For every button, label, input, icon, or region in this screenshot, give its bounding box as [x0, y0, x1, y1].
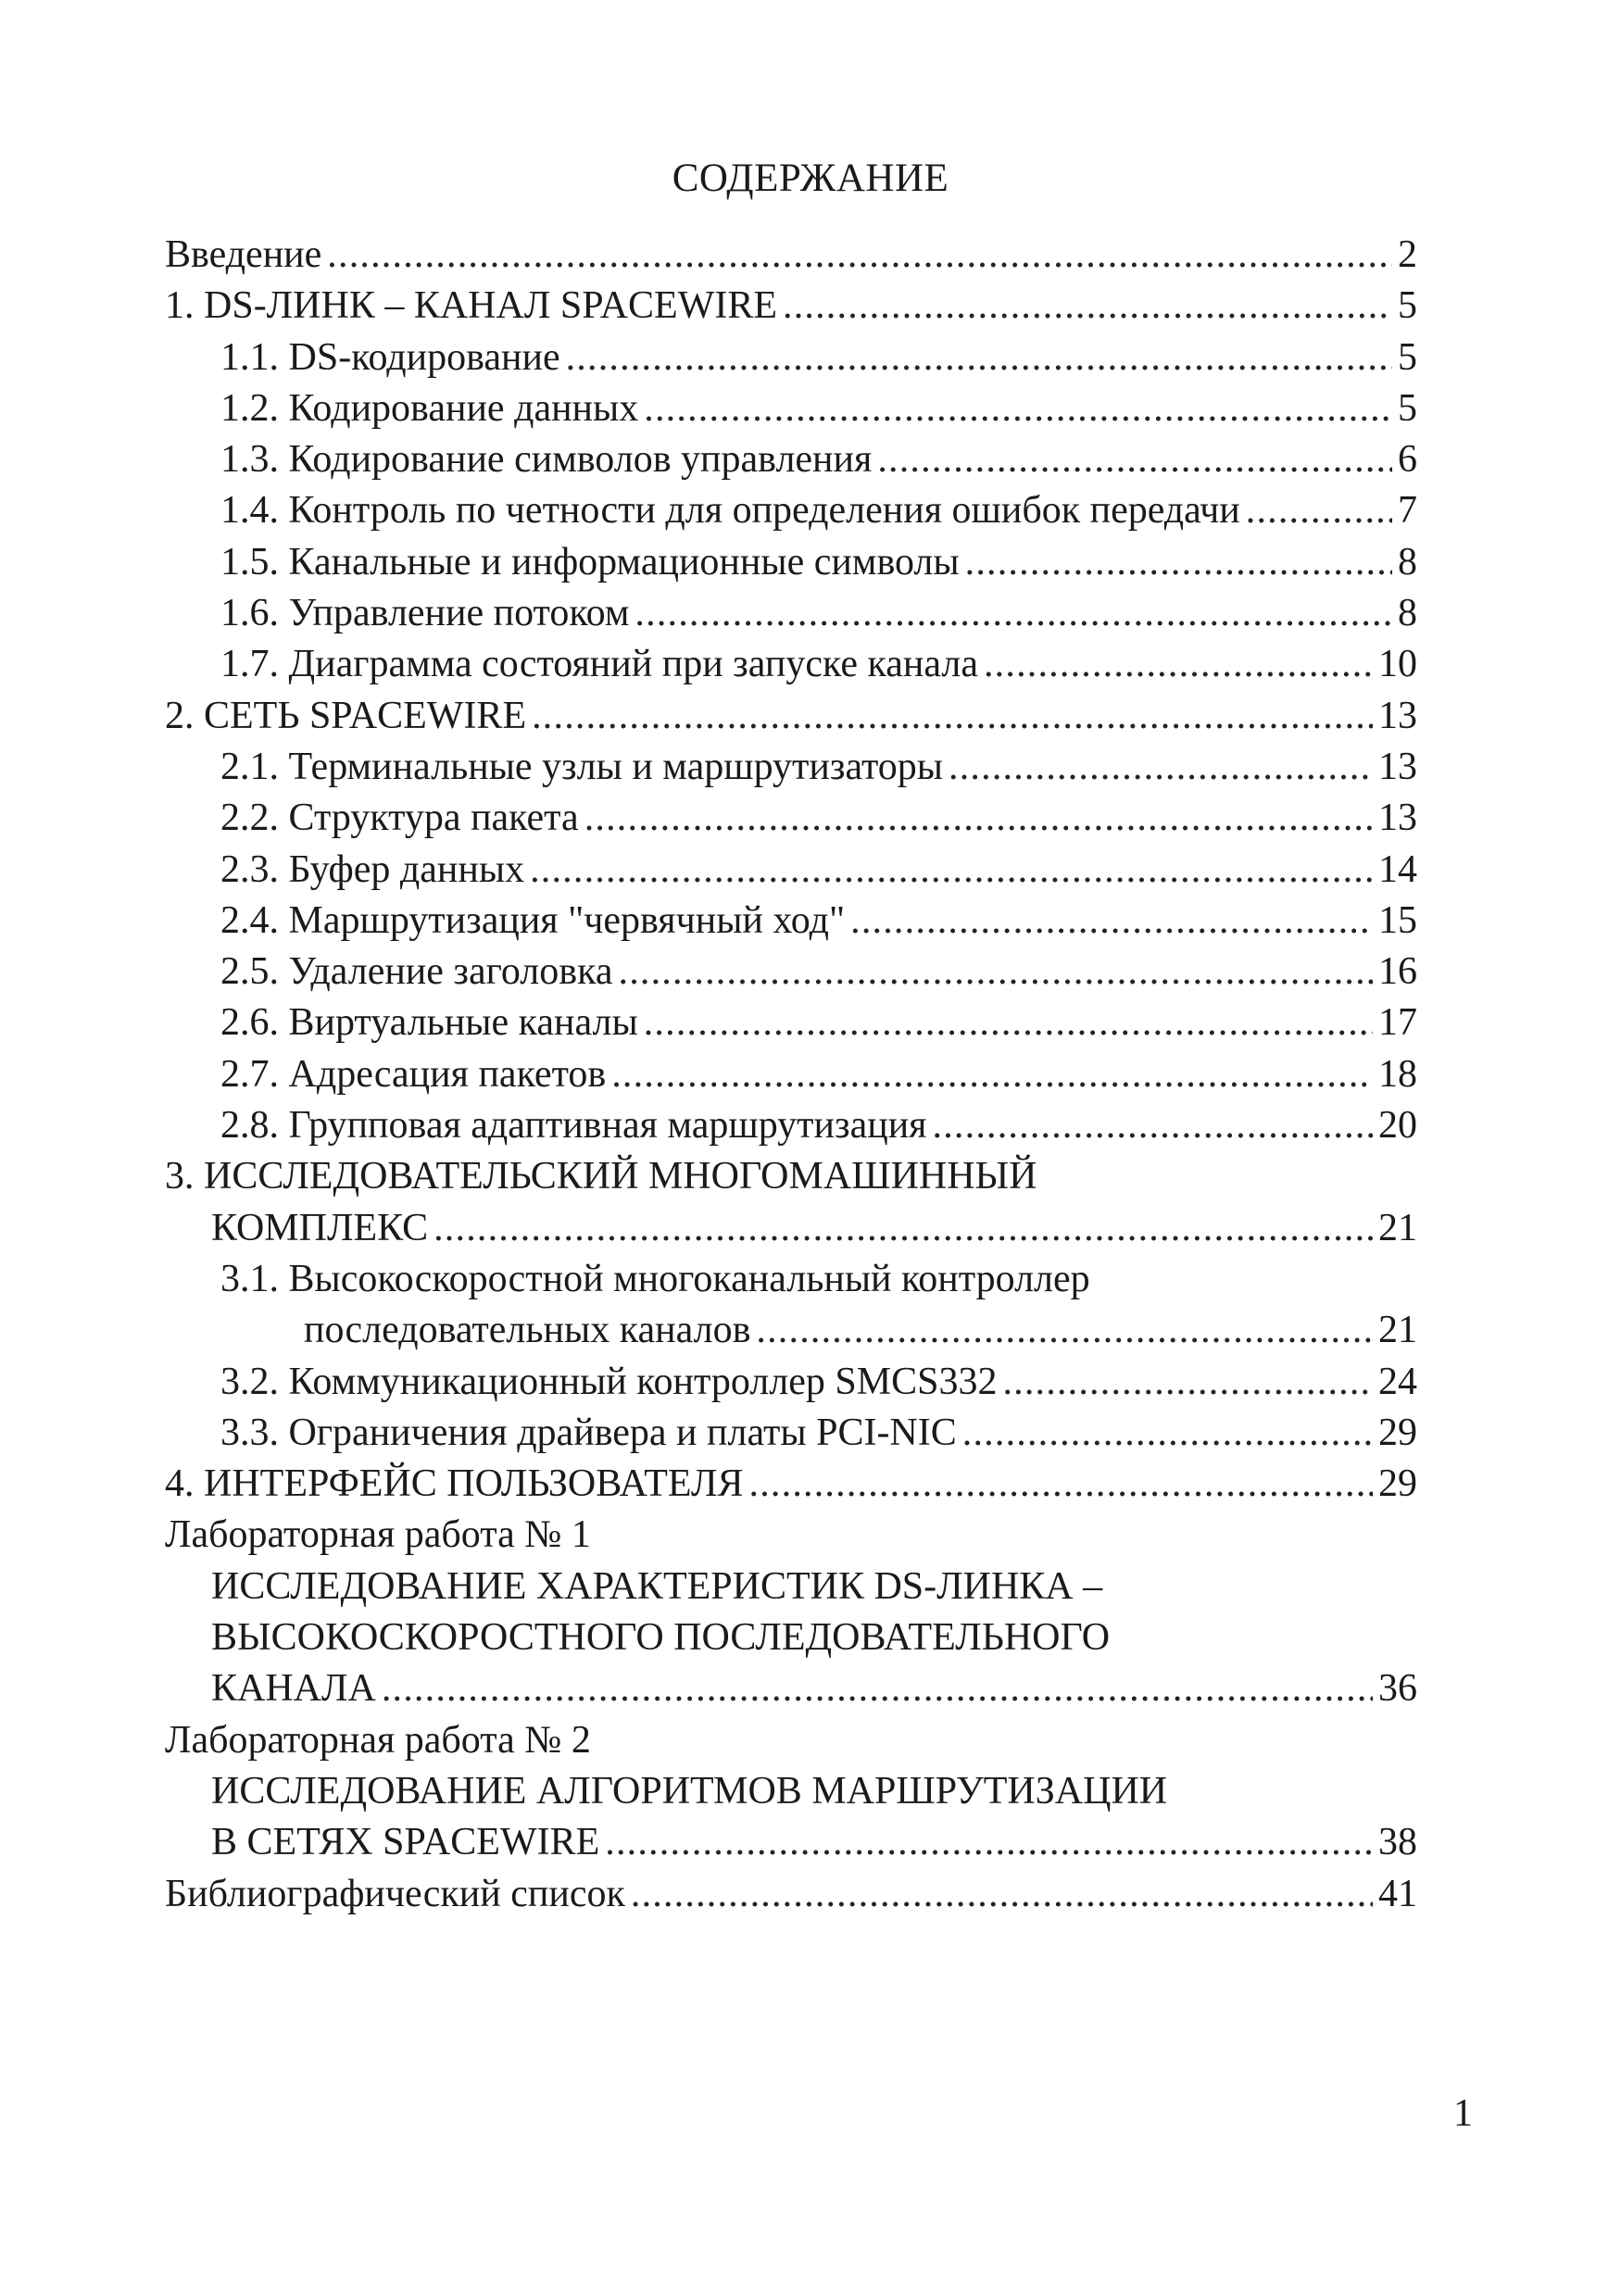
toc-entry: [165, 1510, 1417, 1561]
toc-entry-label: 1.1. DS-кодирование: [220, 335, 560, 379]
toc-entry-label: 2.7. Адресация пакетов: [220, 1052, 607, 1096]
dot-leader: [631, 1869, 1373, 1920]
toc-entry: [165, 1663, 1417, 1714]
toc-entry-page: 15: [1378, 898, 1417, 942]
toc-entry: [165, 537, 1417, 588]
toc-entry: [165, 793, 1417, 844]
toc-entry-page: 10: [1378, 643, 1417, 686]
toc-entry-label: 3.1. Высокоскоростной многоканальный контроллер: [220, 1257, 1090, 1300]
toc-entry: [165, 281, 1417, 332]
table-of-contents: [165, 230, 1417, 1920]
toc-entry-label: 1. DS-ЛИНК – КАНАЛ SPACEWIRE: [165, 284, 777, 328]
toc-entry: [165, 1869, 1417, 1920]
dot-leader: [635, 588, 1392, 639]
dot-leader: [1246, 485, 1392, 536]
toc-entry-page: 2: [1398, 233, 1417, 276]
toc-entry-page: 5: [1398, 335, 1417, 379]
toc-entry-label: В СЕТЯХ SPACEWIRE: [211, 1821, 600, 1864]
toc-entry-page: 7: [1398, 489, 1417, 533]
dot-leader: [644, 383, 1392, 434]
toc-entry: [165, 896, 1417, 947]
toc-entry-label: 2.8. Групповая адаптивная маршрутизация: [220, 1104, 927, 1148]
toc-entry: [165, 845, 1417, 896]
toc-entry-page: 38: [1378, 1821, 1417, 1864]
dot-leader: [327, 230, 1392, 281]
toc-entry-label: 2.1. Терминальные узлы и маршрутизаторы: [220, 745, 944, 788]
toc-entry-page: 29: [1378, 1462, 1417, 1506]
toc-entry-label: КОМПЛЕКС: [211, 1206, 429, 1249]
toc-entry: [165, 997, 1417, 1048]
toc-entry-page: 13: [1378, 745, 1417, 788]
toc-entry-page: 36: [1378, 1667, 1417, 1711]
toc-entry-label: 3.2. Коммуникационный контроллер SMCS332: [220, 1360, 998, 1403]
toc-entry-page: 41: [1378, 1872, 1417, 1915]
toc-entry: [165, 1100, 1417, 1151]
toc-entry: [165, 1459, 1417, 1510]
toc-entry-label: ИССЛЕДОВАНИЕ ХАРАКТЕРИСТИК DS-ЛИНКА –: [211, 1564, 1103, 1608]
dot-leader: [644, 997, 1373, 1048]
toc-entry-label: Введение: [165, 233, 322, 276]
toc-entry: [165, 1049, 1417, 1100]
toc-entry: [165, 332, 1417, 383]
toc-entry-page: 17: [1378, 1001, 1417, 1045]
toc-entry: [165, 947, 1417, 997]
toc-entry-page: 8: [1398, 592, 1417, 635]
dot-leader: [611, 1049, 1373, 1100]
toc-entry-page: 24: [1378, 1360, 1417, 1403]
toc-entry-label: 2.6. Виртуальные каналы: [220, 1001, 638, 1045]
toc-entry: [165, 485, 1417, 536]
toc-entry: [165, 383, 1417, 434]
dot-leader: [605, 1817, 1373, 1868]
dot-leader: [530, 845, 1373, 896]
dot-leader: [532, 691, 1373, 742]
toc-entry: [165, 1715, 1417, 1766]
dot-leader: [984, 639, 1373, 690]
dot-leader: [783, 281, 1392, 332]
toc-title: СОДЕРЖАНИЕ: [672, 157, 949, 200]
toc-entry-label: КАНАЛА: [211, 1667, 376, 1711]
toc-entry: [165, 1203, 1417, 1254]
toc-entry: [165, 1562, 1417, 1612]
dot-leader: [850, 896, 1373, 947]
toc-entry-page: 6: [1398, 438, 1417, 482]
toc-entry-label: 1.6. Управление потоком: [220, 592, 630, 635]
toc-entry-page: 21: [1378, 1206, 1417, 1249]
dot-leader: [756, 1305, 1373, 1356]
toc-entry-label: ВЫСОКОСКОРОСТНОГО ПОСЛЕДОВАТЕЛЬНОГО: [211, 1616, 1111, 1660]
toc-entry-page: 29: [1378, 1411, 1417, 1454]
toc-entry-label: 1.5. Канальные и информационные символы: [220, 540, 960, 583]
dot-leader: [584, 793, 1373, 844]
dot-leader: [566, 332, 1392, 383]
dot-leader: [619, 947, 1374, 997]
dot-leader: [962, 1408, 1373, 1459]
toc-entry: [165, 1766, 1417, 1817]
toc-entry-label: 2.5. Удаление заголовка: [220, 950, 613, 994]
toc-entry-page: 18: [1378, 1052, 1417, 1096]
toc-entry-label: 2.3. Буфер данных: [220, 847, 525, 891]
toc-entry-label: последовательных каналов: [304, 1309, 751, 1352]
toc-entry-page: 5: [1398, 284, 1417, 328]
toc-entry-label: 2. СЕТЬ SPACEWIRE: [165, 694, 527, 737]
toc-entry-label: 1.3. Кодирование символов управления: [220, 438, 873, 482]
toc-entry: [165, 1408, 1417, 1459]
toc-entry-page: 16: [1378, 950, 1417, 994]
toc-entry-page: 13: [1378, 797, 1417, 840]
dot-leader: [1002, 1357, 1373, 1408]
toc-entry: [165, 1151, 1417, 1202]
toc-entry: [165, 434, 1417, 485]
toc-entry-label: 3. ИССЛЕДОВАТЕЛЬСКИЙ МНОГОМАШИННЫЙ: [165, 1155, 1037, 1198]
toc-entry-page: 14: [1378, 847, 1417, 891]
toc-entry-label: 1.7. Диаграмма состояний при запуске канала: [220, 643, 978, 686]
toc-entry-label: 2.4. Маршрутизация "червячный ход": [220, 898, 846, 942]
toc-entry-label: 3.3. Ограничения драйвера и платы PCI-NIC: [220, 1411, 957, 1454]
toc-entry: [165, 1357, 1417, 1408]
toc-entry-label: 4. ИНТЕРФЕЙС ПОЛЬЗОВАТЕЛЯ: [165, 1462, 744, 1506]
dot-leader: [434, 1203, 1373, 1254]
dot-leader: [933, 1100, 1373, 1151]
toc-entry-page: 13: [1378, 694, 1417, 737]
toc-entry: [165, 588, 1417, 639]
toc-entry-label: Лабораторная работа № 1: [165, 1513, 591, 1557]
page-number: 1: [1453, 2092, 1473, 2135]
toc-entry-label: Лабораторная работа № 2: [165, 1718, 591, 1762]
toc-entry: [165, 1254, 1417, 1305]
toc-entry: [165, 1817, 1417, 1868]
toc-entry-label: ИССЛЕДОВАНИЕ АЛГОРИТМОВ МАРШРУТИЗАЦИИ: [211, 1769, 1168, 1813]
dot-leader: [949, 742, 1373, 793]
toc-entry-label: Библиографический список: [165, 1872, 625, 1915]
dot-leader: [965, 537, 1392, 588]
toc-entry: [165, 742, 1417, 793]
toc-entry: [165, 1305, 1417, 1356]
dot-leader: [749, 1459, 1373, 1510]
dot-leader: [382, 1663, 1373, 1714]
toc-entry: [165, 230, 1417, 281]
toc-entry: [165, 639, 1417, 690]
toc-entry-label: 2.2. Структура пакета: [220, 797, 579, 840]
toc-entry-label: 1.4. Контроль по четности для определения ошибок передачи: [220, 489, 1240, 533]
toc-entry-label: 1.2. Кодирование данных: [220, 386, 639, 430]
toc-entry-page: 5: [1398, 386, 1417, 430]
toc-entry: [165, 691, 1417, 742]
toc-entry: [165, 1612, 1417, 1663]
dot-leader: [877, 434, 1392, 485]
toc-entry-page: 20: [1378, 1104, 1417, 1148]
toc-entry-page: 8: [1398, 540, 1417, 583]
toc-entry-page: 21: [1378, 1309, 1417, 1352]
